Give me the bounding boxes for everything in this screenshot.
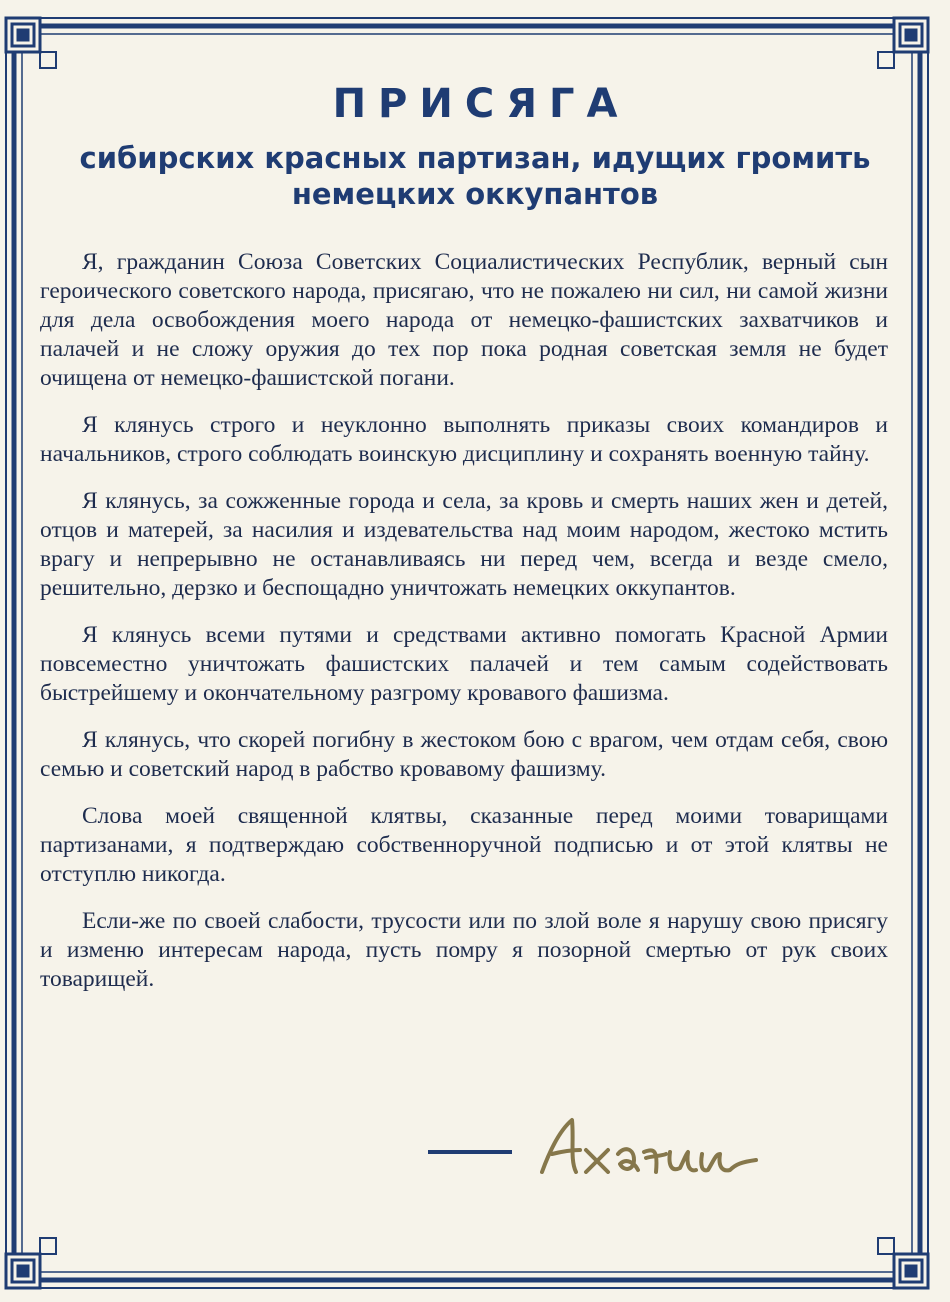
document-subtitle-line-1: сибирских красных партизан, идущих громить [79, 141, 871, 175]
paragraph: Если-же по своей слабости, трусости или по злой воле я нарушу свою присягу и изменю интересам народа, пусть помру я позорной смертью от рук своих товарищей. [40, 908, 888, 992]
paragraph: Я клянусь, за сожженные города и села, за кровь и смерть наших жен и детей, отцов и матерей, за насилия и издевательства над моим народом, жестоко мстить врагу и непрерывно не останавливаясь ни перед чем, всегда и везде смело, решительно, дерзко и беспощадно уничтожать немецких оккупантов. [40, 488, 888, 601]
document-title: ПРИСЯГА [332, 81, 630, 127]
handwritten-signature [530, 1110, 770, 1190]
paragraph: Я, гражданин Союза Советских Социалистических Республик, верный сын героического советского народа, присягаю, что не пожалею ни сил, ни самой жизни для дела освобождения моего народа от немецко-фашистских захватчиков и палачей и не сложу оружия до тех пор пока родная советская земля не будет очищена от немецко-фашистской погани. [40, 249, 888, 391]
paragraph: Слова моей священной клятвы, сказанные перед моими товарищами партизанами, я подтверждаю собственноручной подписью и от этой клятвы не отступлю никогда. [40, 803, 888, 887]
document-subtitle-line-2: немецких оккупантов [291, 177, 659, 211]
paragraph: Я клянусь всеми путями и средствами активно помогать Красной Армии повсеместно уничтожать фашистских палачей и тем самым содействовать быстрейшему и окончательному разгрому кровавого фашизма. [40, 622, 888, 706]
oath-text [40, 248, 888, 1012]
paragraph: Я клянусь, что скорей погибну в жестоком бою с врагом, чем отдам себя, свою семью и советский народ в рабство кровавому фашизму. [40, 727, 888, 782]
signature-area [420, 1110, 780, 1190]
paragraph: Я клянусь строго и неуклонно выполнять приказы своих командиров и начальников, строго соблюдать воинскую дисциплину и сохранять военную тайну. [40, 412, 888, 467]
title-block [40, 78, 910, 212]
signature-dash [428, 1150, 512, 1154]
